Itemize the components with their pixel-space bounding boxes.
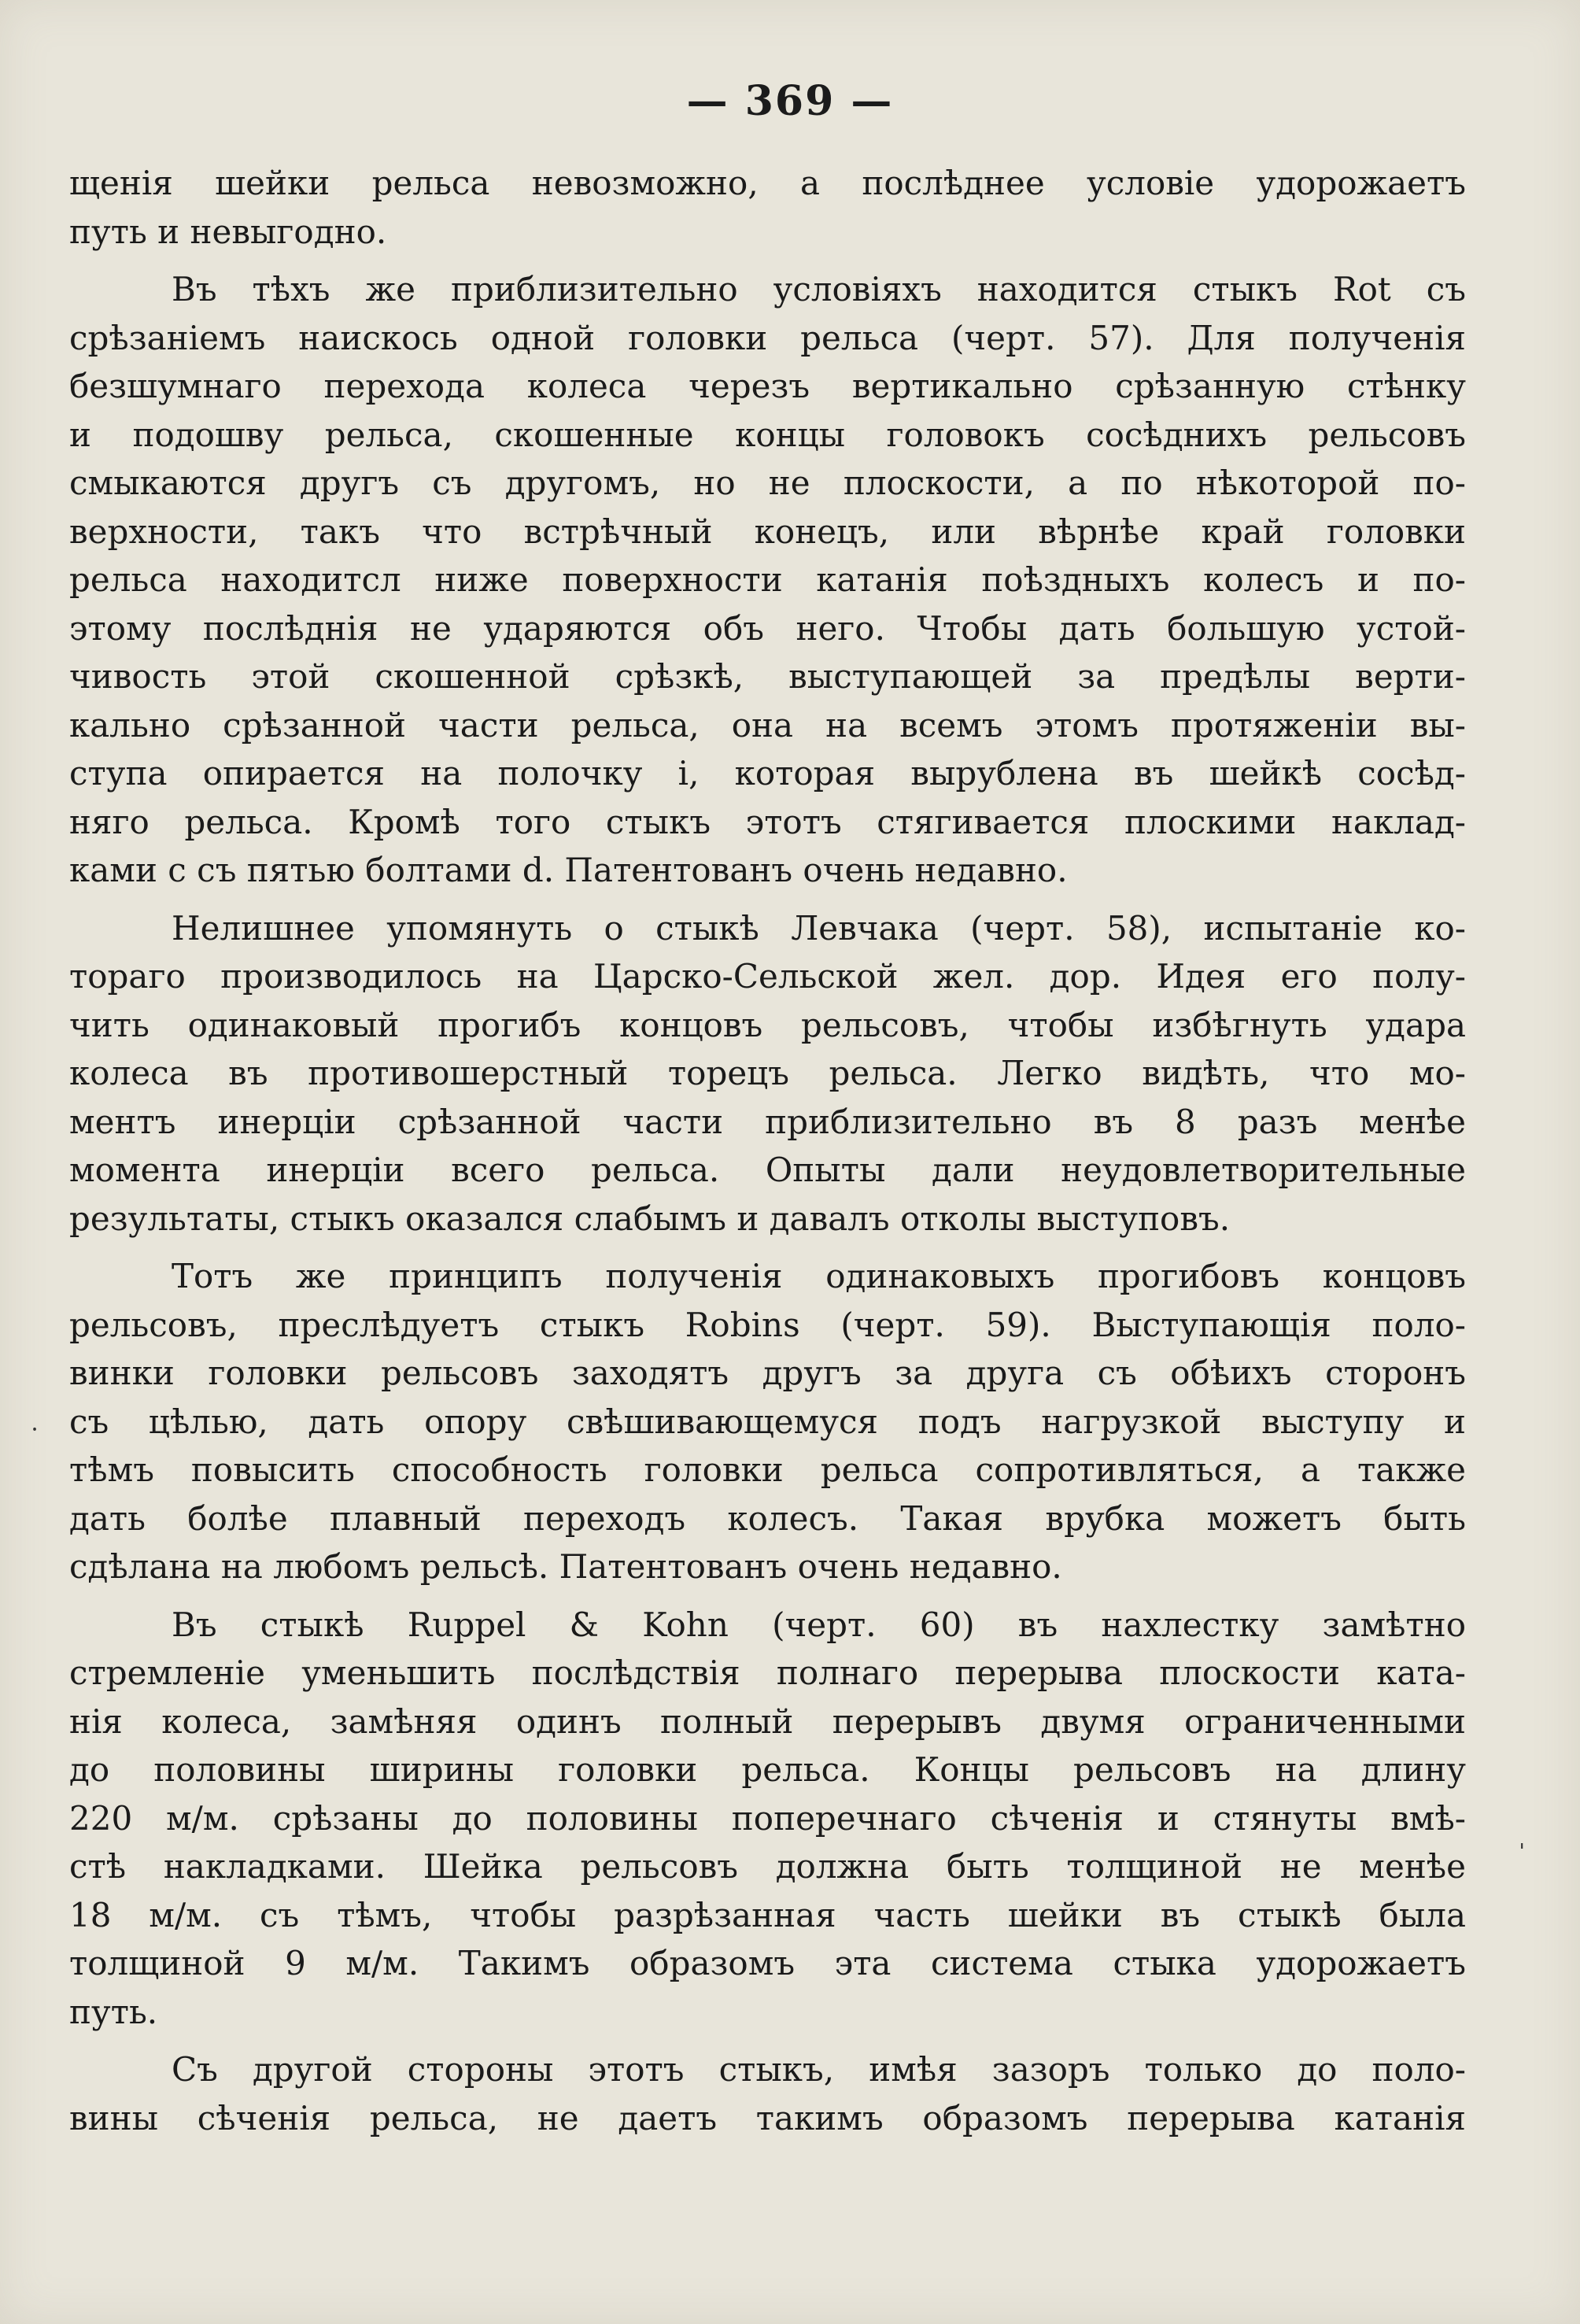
text-line: путь и невыгодно.	[69, 212, 387, 251]
paragraph-5	[69, 1601, 1466, 2037]
text-line: Въ тѣхъ же приблизительно условіяхъ находится стыкъ Rot съ	[172, 270, 1466, 309]
page-number: — 369 —	[686, 77, 894, 125]
paragraph-2	[69, 265, 1466, 895]
text-line: дать болѣе плавный переходъ колесъ. Такая врубка можетъ быть	[69, 1498, 1466, 1538]
text-line: срѣзаніемъ наискось одной головки рельса (черт. 57). Для полученія	[69, 318, 1466, 357]
text-line: нія колеса, замѣняя одинъ полный перерывъ двумя ограниченными	[69, 1701, 1466, 1741]
text-line: результаты, стыкъ оказался слабымъ и давалъ отколы выступовъ.	[69, 1199, 1231, 1238]
text-line: винки головки рельсовъ заходятъ другъ за друга съ обѣихъ сторонъ	[69, 1354, 1466, 1392]
text-line: смыкаются другъ съ другомъ, но не плоскости, а по нѣкоторой по-	[69, 464, 1466, 502]
text-line: верхности, такъ что встрѣчный конецъ, или вѣрнѣе край головки	[69, 512, 1466, 551]
text-line: Тотъ же принципъ полученія одинаковыхъ прогибовъ концовъ	[172, 1257, 1466, 1295]
text-line: ступа опирается на полочку i, которая вырублена въ шейкѣ сосѣд-	[69, 754, 1466, 793]
body-text	[69, 159, 1466, 2142]
text-line: стѣ накладками. Шейка рельсовъ должна быть толщиной не менѣе	[69, 1847, 1466, 1886]
paragraph-4	[69, 1252, 1466, 1591]
paragraph-6	[69, 2045, 1466, 2142]
text-line: съ цѣлью, дать опору свѣшивающемуся подъ нагрузкой выступу и	[69, 1402, 1466, 1441]
text-line: Въ стыкѣ Ruppel & Kohn (черт. 60) въ нахлестку замѣтно	[172, 1605, 1466, 1644]
text-line: рельса находитcл ниже поверхности катанія поѣздныхъ колесъ и по-	[69, 560, 1466, 599]
text-line: сдѣлана на любомъ рельсѣ. Патентованъ очень недавно.	[69, 1547, 1062, 1586]
text-line: ментъ инерціи срѣзанной части приблизительно въ 8 разъ менѣе	[69, 1102, 1466, 1141]
text-line: няго рельса. Кромѣ того стыкъ этотъ стягивается плоскими наклад-	[69, 802, 1466, 841]
text-line: ками с съ пятью болтами d. Патентованъ очень недавно.	[69, 851, 1068, 889]
text-line: щенія шейки рельса невозможно, а послѣднее условіе удорожаетъ	[69, 164, 1466, 202]
text-line: чить одинаковый прогибъ концовъ рельсовъ, чтобы избѣгнуть удара	[69, 1005, 1466, 1044]
margin-mark: ˈ	[1519, 1840, 1526, 1868]
text-line: кально срѣзанной части рельса, она на всемъ этомъ протяженіи вы-	[69, 705, 1466, 744]
text-line: рельсовъ, преслѣдуетъ стыкъ Robins (черт. 59). Выступающія поло-	[69, 1305, 1466, 1344]
text-line: 18 м/м. съ тѣмъ, чтобы разрѣзанная часть шейки въ стыкѣ была	[69, 1895, 1466, 1934]
text-line: колеса въ противошерстный торецъ рельса. Легко видѣть, что мо-	[69, 1054, 1466, 1092]
text-line: Нелишнее упомянуть о стыкѣ Левчака (черт. 58), испытаніе ко-	[172, 908, 1466, 948]
text-line: вины сѣченія рельса, не даетъ такимъ образомъ перерыва катанія	[69, 2098, 1466, 2137]
text-line: момента инерціи всего рельса. Опыты дали неудовлетворительные	[69, 1151, 1466, 1189]
text-line: безшумнаго перехода колеса черезъ вертикально срѣзанную стѣнку	[69, 367, 1466, 405]
paragraph-1	[69, 159, 1466, 256]
text-line: тѣмъ повысить способность головки рельса сопротивляться, а также	[69, 1450, 1466, 1489]
text-line: толщиной 9 м/м. Такимъ образомъ эта система стыка удорожаетъ	[69, 1944, 1466, 1982]
text-line: путь.	[69, 1992, 158, 2031]
paragraph-3	[69, 904, 1466, 1243]
text-line: и подошву рельса, скошенные концы головокъ сосѣднихъ рельсовъ	[69, 415, 1466, 454]
text-line: Съ другой стороны этотъ стыкъ, имѣя зазоръ только до поло-	[172, 2050, 1466, 2089]
text-line: 220 м/м. срѣзаны до половины поперечнаго сѣченія и стянуты вмѣ-	[69, 1798, 1466, 1838]
text-line: до половины ширины головки рельса. Концы рельсовъ на длину	[69, 1750, 1466, 1789]
text-line: чивость этой скошенной срѣзкѣ, выступающей за предѣлы верти-	[69, 657, 1466, 696]
text-line: этому послѣднія не ударяются объ него. Чтобы дать большую устой-	[69, 608, 1466, 648]
text-line: тораго производилось на Царско-Сельской жел. дор. Идея его полу-	[69, 957, 1466, 996]
text-line: стремленіе уменьшить послѣдствія полнаго перерыва плоскости ката-	[69, 1653, 1466, 1692]
margin-mark: ⸳	[31, 1413, 39, 1440]
